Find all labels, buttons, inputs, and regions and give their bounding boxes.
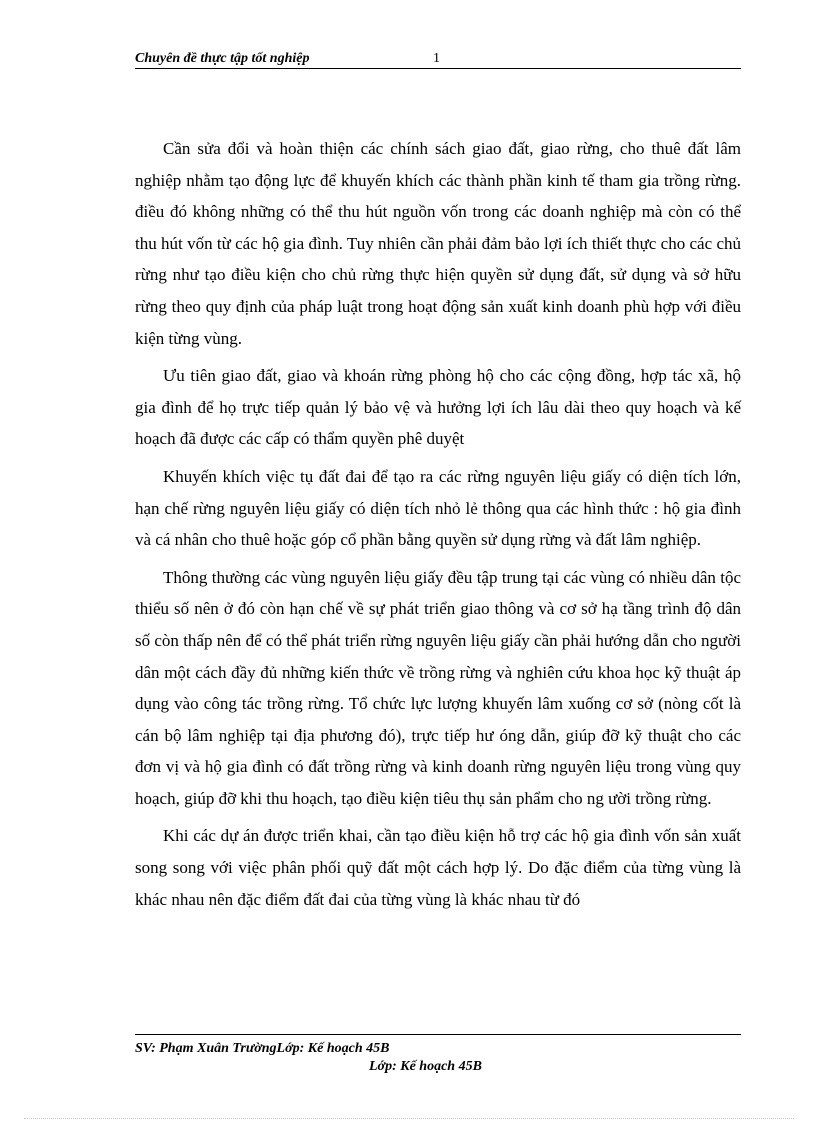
- paragraph-3: Khuyến khích việc tụ đất đai để tạo ra các rừng nguyên liệu giấy có diện tích lớn, hạn chế rừng nguyên liệu giấy có diện tích nhỏ lẻ thông qua các hình thức : hộ gia đình và cá nhân cho thuê hoặc góp cổ phần bằng quyền sử dụng rừng và đất lâm nghiệp.: [135, 466, 741, 550]
- paragraph-2: Ưu tiên giao đất, giao và khoán rừng phòng hộ cho các cộng đồng, hợp tác xã, hộ gia đình để họ trực tiếp quản lý bảo vệ và hưởng lợi ích lâu dài theo quy hoạch và kế hoạch đã được các cấp có thẩm quyền phê duyệt: [135, 366, 741, 449]
- page-edge-divider: [24, 1118, 794, 1119]
- paragraph-1: Cần sửa đổi và hoàn thiện các chính sách giao đất, giao rừng, cho thuê đất lâm nghiệp nhằm tạo động lực để khuyến khích các thành phần kinh tế tham gia trồng rừng. điều đó không những có thể thu hút nguồn vốn trong các doanh nghiệp mà còn có thể thu hút vốn từ các hộ gia đình. Tuy nhiên cần phải đảm bảo lợi ích thiết thực cho các chủ rừng như tạo điều kiện cho chủ rừng thực hiện quyền sử dụng đất, sử dụng và sở hữu rừng theo quy định của pháp luật trong hoạt động sản xuất kinh doanh phù hợp với điều kiện từng vùng.: [135, 139, 741, 348]
- page-header: [135, 50, 741, 69]
- footer-class: Lớp: Kế hoạch 45B: [369, 1059, 482, 1074]
- footer-student: SV: Phạm Xuân TrườngLớp: Kế hoạch 45B: [135, 1041, 390, 1056]
- document-body: [135, 133, 741, 921]
- page-number: 1: [433, 51, 440, 66]
- paragraph-5: Khi các dự án được triển khai, cần tạo điều kiện hỗ trợ các hộ gia đình vốn sản xuất song song với việc phân phối quỹ đất một cách hợp lý. Do đặc điểm của từng vùng là khác nhau nên đặc điểm đất đai của từng vùng là khác nhau từ đó: [135, 826, 741, 909]
- paragraph-4: Thông thường các vùng nguyên liệu giấy đều tập trung tại các vùng có nhiều dân tộc thiểu số nên ở đó còn hạn chế về sự phát triển giao thông và cơ sở hạ tầng trình độ dân số còn thấp nên để có thể phát triển rừng nguyên liệu giấy cần phải hướng dẫn cho người dân một cách đầy đủ những kiến thức về trồng rừng và nghiên cứu khoa học kỹ thuật áp dụng vào công tác trồng rừng. Tổ chức lực lượng khuyến lâm xuống cơ sở (nòng cốt là cán bộ lâm nghiệp tại địa phương đó), trực tiếp hư óng dẫn, giúp đỡ kỹ thuật cho các đơn vị và hộ gia đình có đất trồng rừng và kinh doanh rừng nguyên liệu trong vùng quy hoạch, giúp đỡ khi thu hoạch, tạo điều kiện tiêu thụ sản phẩm cho ng ười trồng rừng.: [135, 567, 741, 808]
- header-title: Chuyên đề thực tập tốt nghiệp: [135, 51, 310, 66]
- footer-divider: [135, 1034, 741, 1035]
